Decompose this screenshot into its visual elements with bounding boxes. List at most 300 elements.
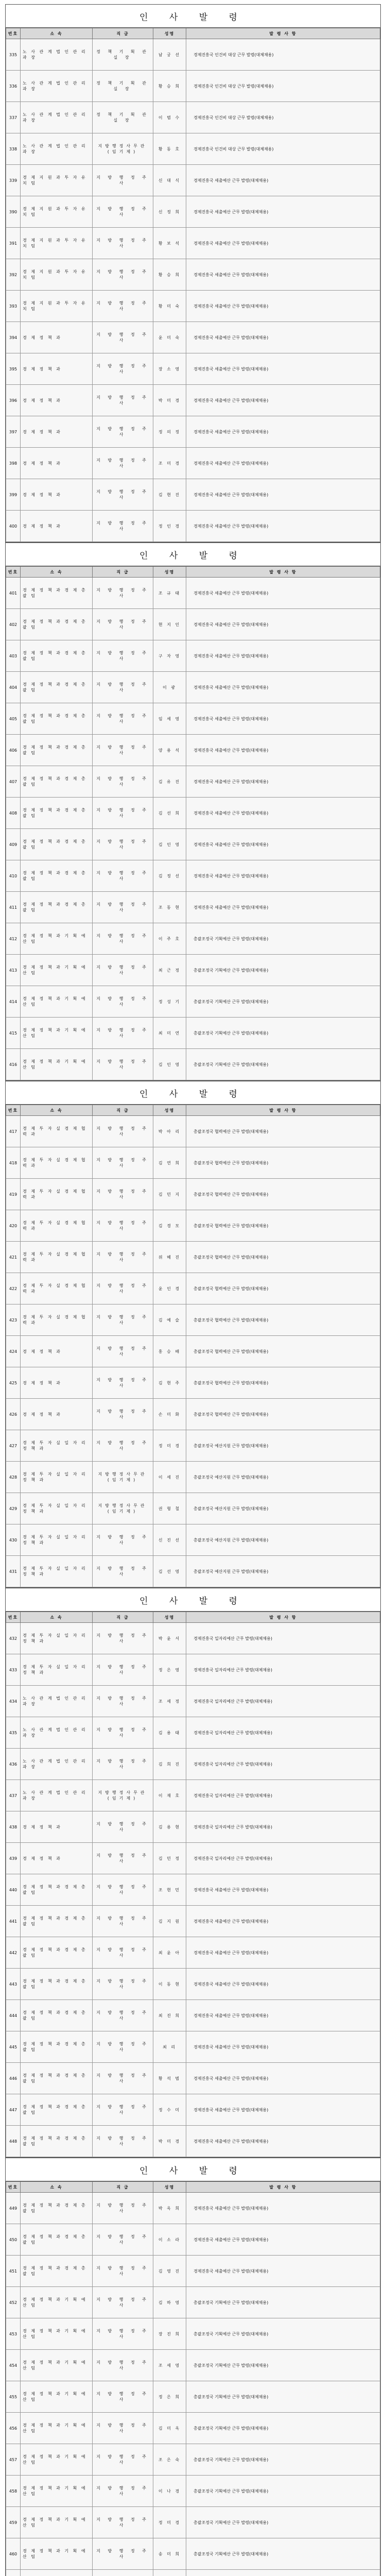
appointment-table <box>6 566 380 1080</box>
row-number: 452 <box>6 2287 21 2318</box>
header-name: 성명 <box>153 2182 186 2193</box>
header-number: 번호 <box>6 567 21 578</box>
table-row <box>6 1493 380 1524</box>
row-name: 황 보 석 <box>153 228 186 259</box>
row-organization: 경 제 정 책 과 경 제 총 괄 팀 <box>21 578 93 609</box>
row-name: 구 자 영 <box>153 640 186 672</box>
row-number: 436 <box>6 1749 21 1780</box>
row-detail: 경제진흥국 세출예산 근무 발령(대체채용) <box>186 2193 380 2224</box>
row-number: 443 <box>6 1969 21 2000</box>
row-number: 394 <box>6 322 21 353</box>
table-row <box>6 196 380 228</box>
row-name: 황 승 희 <box>153 259 186 291</box>
row-name: 김 영 진 <box>153 2256 186 2287</box>
header-row <box>6 567 380 578</box>
row-detail: 총괄조정국 기획예산 근무 발령(대체채용) <box>186 2413 380 2444</box>
table-row <box>6 892 380 923</box>
row-position: 지 방 행 정 주 사 <box>93 2094 153 2126</box>
table-row <box>6 1524 380 1556</box>
header-number: 번호 <box>6 1612 21 1623</box>
row-detail: 총괄조정국 협력예산 근무 발령(대체채용) <box>186 1336 380 1367</box>
header-organization: 소 속 <box>21 567 93 578</box>
row-position: 지 방 행 정 주 사 <box>93 2444 153 2476</box>
row-name: 임 세 영 <box>153 703 186 735</box>
row-organization: 경 제 정 책 과 기 획 예 산 팀 <box>21 1049 93 1080</box>
row-detail: 총괄조정국 기획예산 근무 발령(대체채용) <box>186 2381 380 2413</box>
row-number: 415 <box>6 1018 21 1049</box>
row-number: 390 <box>6 196 21 228</box>
table-row <box>6 829 380 860</box>
row-position: 지 방 행 정 주 사 <box>93 1686 153 1717</box>
table-row <box>6 1304 380 1336</box>
row-organization: 노 사 관 계 법 인 관 리 과 장 <box>21 1780 93 1811</box>
row-position: 지 방 행 정 주 사 <box>93 448 153 479</box>
row-organization: 경 제 정 책 과 기 획 예 산 팀 <box>21 2538 93 2570</box>
row-name: 김 현 주 <box>153 1367 186 1399</box>
row-organization: 경 제 정 책 과 경 제 총 괄 팀 <box>21 1874 93 1906</box>
header-position: 직 급 <box>93 1105 153 1116</box>
row-detail: 경제진흥국 세출예산 근무 발령(대체채용) <box>186 291 380 322</box>
table-row <box>6 1623 380 1654</box>
table-row <box>6 511 380 542</box>
appointment-section <box>5 2158 381 2576</box>
table-row <box>6 640 380 672</box>
appointment-table <box>6 28 380 542</box>
row-name: 최 미 연 <box>153 1018 186 1049</box>
table-row <box>6 986 380 1018</box>
row-detail: 총괄조정국 예산지원 근무 발령(대체채용) <box>186 1430 380 1462</box>
row-organization: 경 제 지 원 과 투 자 유 치 팀 <box>21 228 93 259</box>
row-detail: 총괄조정국 예산지원 근무 발령(대체채용) <box>186 1524 380 1556</box>
table-row <box>6 2476 380 2507</box>
row-position: 지 방 행 정 주 사 <box>93 385 153 416</box>
row-organization: 경 제 투 자 실 경 제 협 력 과 <box>21 1179 93 1210</box>
row-name: 이 나 경 <box>153 2476 186 2507</box>
row-detail: 총괄조정국 협력예산 근무 발령(대체채용) <box>186 1179 380 1210</box>
table-row <box>6 102 380 133</box>
row-organization: 경 제 정 책 과 기 획 예 산 팀 <box>21 2444 93 2476</box>
row-detail: 총괄조정국 기획예산 근무 발령(대체채용) <box>186 2476 380 2507</box>
row-organization: 경 제 정 책 과 경 제 총 괄 팀 <box>21 2126 93 2157</box>
row-position: 지 방 행 정 주 사 <box>93 1556 153 1587</box>
row-organization: 경 제 투 자 실 일 자 리 정 책 과 <box>21 1430 93 1462</box>
row-number: 420 <box>6 1210 21 1242</box>
header-number: 번호 <box>6 1105 21 1116</box>
row-name: 현 지 인 <box>153 609 186 640</box>
row-number: 425 <box>6 1367 21 1399</box>
header-name: 성명 <box>153 28 186 39</box>
row-detail: 경제진흥국 세출예산 근무 발령(대체채용) <box>186 479 380 511</box>
row-organization: 경 제 정 책 과 기 획 예 산 팀 <box>21 2381 93 2413</box>
row-name: 박 미 경 <box>153 385 186 416</box>
row-name: 이 범 수 <box>153 102 186 133</box>
row-detail: 총괄조정국 기획예산 근무 발령(대체채용) <box>186 1049 380 1080</box>
row-position: 지 방 행 정 주 사 <box>93 672 153 703</box>
row-name: 김 선 희 <box>153 798 186 829</box>
row-number: 460 <box>6 2538 21 2570</box>
row-detail: 경제진흥국 세출예산 근무 발령(대체채용) <box>186 892 380 923</box>
header-position: 직 급 <box>93 28 153 39</box>
table-row <box>6 703 380 735</box>
table-row <box>6 228 380 259</box>
row-name: 황 미 숙 <box>153 291 186 322</box>
row-position: 지 방 행 정 주 사 <box>93 1937 153 1969</box>
row-number: 449 <box>6 2193 21 2224</box>
row-detail: 총괄조정국 협력예산 근무 발령(대체채용) <box>186 1304 380 1336</box>
row-position: 지 방 행 정 주 사 <box>93 735 153 766</box>
row-position: 지 방 행 정 주 사 <box>93 322 153 353</box>
table-row <box>6 1556 380 1587</box>
row-organization: 경 제 정 책 과 경 제 총 괄 팀 <box>21 2193 93 2224</box>
row-organization: 경 제 정 책 과 경 제 총 괄 팀 <box>21 1906 93 1937</box>
row-organization: 경 제 정 책 과 <box>21 322 93 353</box>
row-detail: 경제진흥국 세출예산 근무 발령(대체채용) <box>186 1906 380 1937</box>
row-name: 이 동 현 <box>153 1969 186 2000</box>
row-detail: 경제진흥국 세출예산 근무 발령(대체채용) <box>186 735 380 766</box>
row-number: 405 <box>6 703 21 735</box>
table-row <box>6 2538 380 2570</box>
table-row <box>6 735 380 766</box>
row-number: 445 <box>6 2031 21 2063</box>
row-detail: 경제진흥국 세출예산 근무 발령(대체채용) <box>186 798 380 829</box>
row-number: 458 <box>6 2476 21 2507</box>
row-detail: 경제진흥국 인건비 대상 근무 발령(대체채용) <box>186 102 380 133</box>
row-number: 451 <box>6 2256 21 2287</box>
table-row <box>6 2094 380 2126</box>
row-organization: 경 제 정 책 과 기 획 예 산 팀 <box>21 2350 93 2381</box>
row-position: 지 방 행 정 주 사 <box>93 2476 153 2507</box>
row-detail: 경제진흥국 세출예산 근무 발령(대체채용) <box>186 640 380 672</box>
row-position: 지방행정사무관 (임기제) <box>93 1462 153 1493</box>
row-name: 김 민 지 <box>153 1179 186 1210</box>
row-organization: 노 사 관 계 법 인 관 리 과 장 <box>21 39 93 71</box>
document-page <box>5 0 381 2576</box>
row-organization: 경 제 정 책 과 경 제 총 괄 팀 <box>21 703 93 735</box>
row-detail: 총괄조정국 기획예산 근무 발령(대체채용) <box>186 1018 380 1049</box>
row-detail: 총괄조정국 협력예산 근무 발령(대체채용) <box>186 1399 380 1430</box>
table-row <box>6 1273 380 1304</box>
section-title: 인 사 발 령 <box>6 5 380 28</box>
row-detail: 경제진흥국 세출예산 근무 발령(대체채용) <box>186 703 380 735</box>
appointment-section <box>5 1081 381 1588</box>
row-number: 391 <box>6 228 21 259</box>
row-organization: 경 제 정 책 과 기 획 예 산 팀 <box>21 2476 93 2507</box>
row-organization: 경 제 정 책 과 기 획 예 산 팀 <box>21 2287 93 2318</box>
row-position: 정 책 기 획 관 실 장 <box>93 102 153 133</box>
row-name: 정 은 영 <box>153 1654 186 1686</box>
row-organization: 경 제 투 자 실 일 자 리 정 책 과 <box>21 1493 93 1524</box>
row-number: 435 <box>6 1717 21 1749</box>
row-detail: 경제진흥국 일자리예산 근무 발령(대체채용) <box>186 1717 380 1749</box>
row-number: 427 <box>6 1430 21 1462</box>
row-number: 441 <box>6 1906 21 1937</box>
row-number: 450 <box>6 2224 21 2256</box>
row-organization: 경 제 정 책 과 경 제 총 괄 팀 <box>21 2224 93 2256</box>
row-organization <box>21 2570 93 2576</box>
row-number: 410 <box>6 860 21 892</box>
header-position: 직 급 <box>93 567 153 578</box>
row-detail: 경제진흥국 세출예산 근무 발령(대체채용) <box>186 385 380 416</box>
table-row <box>6 385 380 416</box>
row-name: 김 인 영 <box>153 829 186 860</box>
row-number: 408 <box>6 798 21 829</box>
row-detail: 경제진흥국 일자리예산 근무 발령(대체채용) <box>186 1843 380 1874</box>
table-row <box>6 259 380 291</box>
row-position: 지 방 행 정 주 사 <box>93 1179 153 1210</box>
row-detail: 총괄조정국 협력예산 근무 발령(대체채용) <box>186 1242 380 1273</box>
row-position: 지 방 행 정 주 사 <box>93 1969 153 2000</box>
header-detail: 발 령 사 항 <box>186 1612 380 1623</box>
row-detail: 경제진흥국 세출예산 근무 발령(대체채용) <box>186 416 380 448</box>
table-row <box>6 1843 380 1874</box>
row-position: 지 방 행 정 주 사 <box>93 228 153 259</box>
row-name: 김 미 옥 <box>153 2413 186 2444</box>
row-organization: 경 제 투 자 실 경 제 협 력 과 <box>21 1273 93 1304</box>
row-organization: 경 제 투 자 실 일 자 리 정 책 과 <box>21 1462 93 1493</box>
row-position: 지 방 행 정 주 사 <box>93 291 153 322</box>
appointment-section <box>5 543 381 1081</box>
row-organization: 경 제 정 책 과 경 제 총 괄 팀 <box>21 798 93 829</box>
table-row <box>6 1018 380 1049</box>
table-row <box>6 1367 380 1399</box>
row-position: 지 방 행 정 주 사 <box>93 1906 153 1937</box>
row-number: 417 <box>6 1116 21 1147</box>
row-organization: 경 제 정 책 과 <box>21 511 93 542</box>
row-name: 김 민 정 <box>153 1843 186 1874</box>
row-name: 양 용 석 <box>153 735 186 766</box>
row-detail: 총괄조정국 협력예산 근무 발령(대체채용) <box>186 1147 380 1179</box>
row-number: 440 <box>6 1874 21 1906</box>
table-row <box>6 2126 380 2157</box>
row-organization: 노 사 관 계 법 인 관 리 과 장 <box>21 1717 93 1749</box>
row-position: 지 방 행 정 주 사 <box>93 766 153 798</box>
row-position: 지 방 행 정 주 사 <box>93 640 153 672</box>
table-row <box>6 39 380 71</box>
row-number: 398 <box>6 448 21 479</box>
row-number: 426 <box>6 1399 21 1430</box>
row-name: 조 동 현 <box>153 892 186 923</box>
table-row <box>6 2570 380 2576</box>
row-organization: 노 사 관 계 법 인 관 리 과 장 <box>21 133 93 165</box>
row-organization: 경 제 정 책 과 <box>21 385 93 416</box>
row-name: 최 진 희 <box>153 2000 186 2031</box>
row-name: 이 재 호 <box>153 1780 186 1811</box>
table-row <box>6 1049 380 1080</box>
row-position: 지 방 행 정 주 사 <box>93 2000 153 2031</box>
row-detail: 경제진흥국 세출예산 근무 발령(대체채용) <box>186 1937 380 1969</box>
row-organization: 경 제 정 책 과 경 제 총 괄 팀 <box>21 766 93 798</box>
row-detail: 경제진흥국 세출예산 근무 발령(대체채용) <box>186 2256 380 2287</box>
row-number: 404 <box>6 672 21 703</box>
table-row <box>6 353 380 385</box>
row-name: 윤 미 숙 <box>153 322 186 353</box>
table-row <box>6 2287 380 2318</box>
table-row <box>6 578 380 609</box>
header-name: 성명 <box>153 567 186 578</box>
row-organization: 경 제 정 책 과 경 제 총 괄 팀 <box>21 640 93 672</box>
row-organization: 경 제 투 자 실 경 제 협 력 과 <box>21 1242 93 1273</box>
row-number: 392 <box>6 259 21 291</box>
row-detail: 총괄조정국 기획예산 근무 발령(대체채용) <box>186 2507 380 2538</box>
row-name: 박 옥 희 <box>153 2193 186 2224</box>
row-name: 신 정 희 <box>153 196 186 228</box>
row-detail: 경제진흥국 세출예산 근무 발령(대체채용) <box>186 228 380 259</box>
row-position: 지 방 행 정 주 사 <box>93 703 153 735</box>
row-organization: 경 제 지 원 과 투 자 유 치 팀 <box>21 259 93 291</box>
row-name: 정 성 기 <box>153 986 186 1018</box>
row-organization: 경 제 정 책 과 기 획 예 산 팀 <box>21 923 93 955</box>
row-position: 지 방 행 정 주 사 <box>93 986 153 1018</box>
appointment-table <box>6 1105 380 1587</box>
row-organization: 노 사 관 계 법 인 관 리 과 장 <box>21 1749 93 1780</box>
row-name: 정 인 경 <box>153 511 186 542</box>
row-organization: 경 제 정 책 과 기 획 예 산 팀 <box>21 1018 93 1049</box>
row-number: 335 <box>6 39 21 71</box>
row-number: 400 <box>6 511 21 542</box>
row-organization: 경 제 정 책 과 경 제 총 괄 팀 <box>21 829 93 860</box>
row-organization: 경 제 정 책 과 <box>21 479 93 511</box>
table-row <box>6 291 380 322</box>
row-number: 437 <box>6 1780 21 1811</box>
row-position: 지 방 행 정 주 사 <box>93 2413 153 2444</box>
header-position: 직 급 <box>93 2182 153 2193</box>
row-name: 남 궁 선 <box>153 39 186 71</box>
table-row <box>6 955 380 986</box>
row-position: 지 방 행 정 주 사 <box>93 1367 153 1399</box>
row-organization: 경 제 정 책 과 경 제 총 괄 팀 <box>21 672 93 703</box>
table-row <box>6 2507 380 2538</box>
table-row <box>6 1717 380 1749</box>
row-detail: 경제진흥국 일자리예산 근무 발령(대체채용) <box>186 1811 380 1843</box>
header-position: 직 급 <box>93 1612 153 1623</box>
row-organization: 경 제 투 자 실 일 자 리 정 책 과 <box>21 1623 93 1654</box>
row-organization: 경 제 정 책 과 <box>21 353 93 385</box>
row-organization: 경 제 정 책 과 <box>21 1367 93 1399</box>
table-row <box>6 2193 380 2224</box>
table-row <box>6 860 380 892</box>
row-organization: 경 제 투 자 실 경 제 협 력 과 <box>21 1304 93 1336</box>
row-detail: 총괄조정국 협력예산 근무 발령(대체채용) <box>186 1210 380 1242</box>
row-name: 권 형 철 <box>153 1493 186 1524</box>
header-row <box>6 1105 380 1116</box>
table-row <box>6 2000 380 2031</box>
row-name: 김 용 태 <box>153 1717 186 1749</box>
row-name: 황 동 호 <box>153 133 186 165</box>
table-row <box>6 1336 380 1367</box>
header-detail: 발 령 사 항 <box>186 567 380 578</box>
row-number: 444 <box>6 2000 21 2031</box>
row-name: 김 경 모 <box>153 1210 186 1242</box>
row-number <box>6 2570 21 2576</box>
row-detail: 경제진흥국 세출예산 근무 발령(대체채용) <box>186 165 380 196</box>
row-position: 지 방 행 정 주 사 <box>93 1018 153 1049</box>
row-position: 지 방 행 정 주 사 <box>93 2063 153 2094</box>
row-number: 442 <box>6 1937 21 1969</box>
row-name: 윤 인 경 <box>153 1273 186 1304</box>
row-detail: 경제진흥국 세출예산 근무 발령(대체채용) <box>186 322 380 353</box>
row-name: 김 현 진 <box>153 479 186 511</box>
row-position: 지 방 행 정 주 사 <box>93 479 153 511</box>
row-number: 455 <box>6 2381 21 2413</box>
row-name: 김 용 현 <box>153 1811 186 1843</box>
row-detail: 총괄조정국 예산지원 근무 발령(대체채용) <box>186 1462 380 1493</box>
row-organization: 경 제 정 책 과 <box>21 1336 93 1367</box>
row-number: 393 <box>6 291 21 322</box>
row-position: 지 방 행 정 주 사 <box>93 578 153 609</box>
row-position: 지 방 행 정 주 사 <box>93 609 153 640</box>
row-number: 414 <box>6 986 21 1018</box>
table-row <box>6 2413 380 2444</box>
row-number: 406 <box>6 735 21 766</box>
row-organization: 노 사 관 계 법 인 관 리 과 장 <box>21 102 93 133</box>
row-number: 448 <box>6 2126 21 2157</box>
row-name: 황 석 범 <box>153 2063 186 2094</box>
table-row <box>6 322 380 353</box>
row-organization: 경 제 정 책 과 기 획 예 산 팀 <box>21 2413 93 2444</box>
header-row <box>6 1612 380 1623</box>
table-row <box>6 1906 380 1937</box>
row-position: 지 방 행 정 주 사 <box>93 1210 153 1242</box>
row-name: 정 의 정 <box>153 416 186 448</box>
row-name: 정 수 미 <box>153 2094 186 2126</box>
row-organization: 노 사 관 계 법 인 관 리 과 장 <box>21 1686 93 1717</box>
row-position: 정 책 기 획 관 실 장 <box>93 71 153 102</box>
row-name: 김 예 슬 <box>153 1304 186 1336</box>
row-number: 396 <box>6 385 21 416</box>
row-number: 397 <box>6 416 21 448</box>
table-row <box>6 2256 380 2287</box>
table-row <box>6 1179 380 1210</box>
row-number: 456 <box>6 2413 21 2444</box>
table-row <box>6 2063 380 2094</box>
row-position: 지 방 행 정 주 사 <box>93 955 153 986</box>
row-position: 지 방 행 정 주 사 <box>93 2350 153 2381</box>
row-position: 지 방 행 정 주 사 <box>93 798 153 829</box>
row-organization: 경 제 정 책 과 경 제 총 괄 팀 <box>21 2031 93 2063</box>
row-name: 송 미 희 <box>153 2538 186 2570</box>
row-name: 김 하 영 <box>153 2287 186 2318</box>
table-row <box>6 2031 380 2063</box>
row-name: 김 정 선 <box>153 860 186 892</box>
row-name: 최 윤 아 <box>153 1937 186 1969</box>
table-row <box>6 1399 380 1430</box>
row-name: 조 규 태 <box>153 578 186 609</box>
table-row <box>6 1874 380 1906</box>
row-detail: 경제진흥국 세출예산 근무 발령(대체채용) <box>186 511 380 542</box>
header-name: 성명 <box>153 1105 186 1116</box>
row-position: 지방행정사무관 (임기제) <box>93 1780 153 1811</box>
row-organization: 경 제 투 자 실 일 자 리 정 책 과 <box>21 1556 93 1587</box>
row-position: 지 방 행 정 주 사 <box>93 1430 153 1462</box>
table-row <box>6 1749 380 1780</box>
table-row <box>6 1210 380 1242</box>
row-name: 손 미 화 <box>153 1399 186 1430</box>
table-row <box>6 766 380 798</box>
row-position: 지 방 행 정 주 사 <box>93 1843 153 1874</box>
row-position: 정 책 기 획 관 실 장 <box>93 39 153 71</box>
row-organization: 경 제 정 책 과 기 획 예 산 팀 <box>21 955 93 986</box>
row-name <box>153 2570 186 2576</box>
row-number: 424 <box>6 1336 21 1367</box>
row-detail: 경제진흥국 일자리예산 근무 발령(대체채용) <box>186 1654 380 1686</box>
row-organization: 경 제 정 책 과 <box>21 448 93 479</box>
row-organization: 경 제 정 책 과 <box>21 1843 93 1874</box>
row-name: 정 은 희 <box>153 2381 186 2413</box>
row-detail: 경제진흥국 인건비 대상 근무 발령(대체채용) <box>186 39 380 71</box>
header-organization: 소 속 <box>21 28 93 39</box>
table-row <box>6 798 380 829</box>
row-detail: 경제진흥국 세출예산 근무 발령(대체채용) <box>186 1969 380 2000</box>
